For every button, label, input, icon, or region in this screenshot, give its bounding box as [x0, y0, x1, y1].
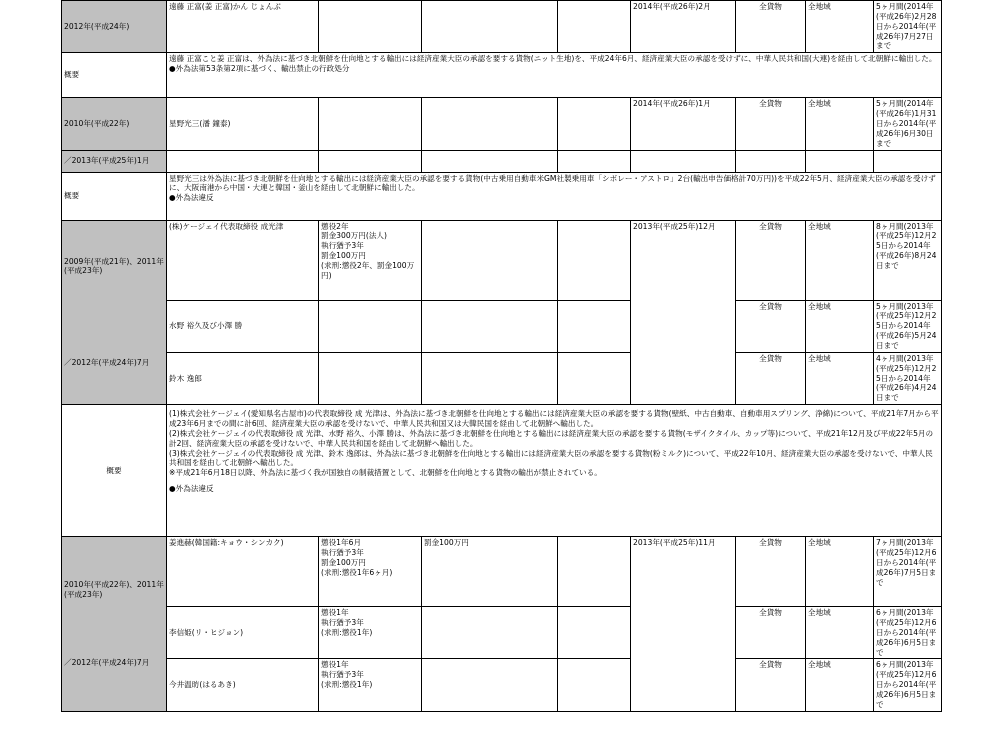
date-cell: 2014年(平成26年)2月: [631, 1, 736, 53]
scope-cell: 全貨物: [736, 537, 806, 607]
blank-cell: [558, 607, 631, 659]
blank-cell: [874, 150, 942, 172]
region-cell: 全地域: [806, 537, 874, 607]
person-cell: 李信姫(リ・ヒジョン): [167, 607, 319, 659]
summary-text: ※平成21年6月18日以降、外為法に基づく我が国独自の制裁措置として、北朝鮮を仕向地とする貨物の輸出が禁止されている。: [169, 468, 602, 478]
region-cell: 全地域: [806, 220, 874, 300]
penalty-cell: [319, 1, 422, 53]
blank-cell: [558, 659, 631, 711]
summary-text: (2)株式会社ケージェイの代表取締役 成 光津、水野 裕久、小澤 勝は、外為法に基づき北朝鮮を仕向地とする輸出には経済産業大臣の承認を要する貨物(モザイクタイル、カップ等)について、平成21年12月及び平成22年5月の計2回、経済産業大臣の承認を受けないで、中華人民共和国を経由して北朝鮮へ輸出した。: [169, 428, 934, 448]
scope-cell: 全貨物: [736, 300, 806, 352]
person-cell: 今井温昉(はるあき): [167, 659, 319, 711]
year-cell: 2012年(平成24年): [62, 1, 167, 53]
fine-cell: [422, 607, 558, 659]
document-table-container: [61, 0, 941, 712]
blank-cell: [319, 150, 422, 172]
table-row: [62, 150, 942, 172]
blank-cell: [558, 300, 631, 352]
table-row: [62, 53, 942, 98]
penalty-cell: 懲役1年6月 執行猶予3年 罰金100万円 (求刑:懲役1年6ヶ月): [319, 537, 422, 607]
scope-cell: 全貨物: [736, 98, 806, 150]
fine-cell: [422, 98, 558, 150]
summary-cell: [167, 172, 942, 220]
blank-cell: [558, 352, 631, 404]
table-row: [62, 300, 942, 352]
scope-cell: 全貨物: [736, 659, 806, 711]
period-cell: 6ヶ月間(2013年(平成25年)12月6日から2014年(平成26年)6月5日まで: [874, 607, 942, 659]
blank-cell: [558, 537, 631, 607]
region-cell: 全地域: [806, 352, 874, 404]
penalty-cell: [319, 352, 422, 404]
period-cell: 7ヶ月間(2013年(平成25年)12月6日から2014年(平成26年)7月5日まで: [874, 537, 942, 607]
law-text: ●外為法違反: [169, 193, 214, 203]
scope-cell: 全貨物: [736, 607, 806, 659]
date-cell: 2014年(平成26年)1月: [631, 98, 736, 150]
fine-cell: [422, 220, 558, 300]
year-cell: [62, 220, 167, 405]
person-cell: (株)ケージェイ代表取締役 成光津: [167, 220, 319, 300]
year-text: 2009年(平成21年)、2011年(平成23年): [64, 256, 164, 276]
penalty-cell: 懲役1年 執行猶予3年 (求刑:懲役1年): [319, 659, 422, 711]
period-cell: 8ヶ月間(2013年(平成25年)12月25日から2014年(平成26年)8月24日まで: [874, 220, 942, 300]
table-row: [62, 220, 942, 300]
period-cell: 5ヶ月間(2013年(平成25年)12月25日から2014年(平成26年)5月24日まで: [874, 300, 942, 352]
period-cell: 5ヶ月間(2014年(平成26年)1月31日から2014年(平成26年)6月30日まで: [874, 98, 942, 150]
summary-text: (3)株式会社ケージェイの代表取締役 成 光津、鈴木 逸郎は、外為法に基づき北朝鮮を仕向地とする輸出には経済産業大臣の承認を要する貨物(粉ミルク)について、平成22年10月、経済産業大臣の承認を受けないで、中華人民共和国を経由して北朝鮮へ輸出した。: [169, 448, 933, 468]
person-cell: 水野 裕久及び小澤 勝: [167, 300, 319, 352]
year-text: ／2012年(平成24年)7月: [64, 657, 150, 667]
person-cell: 遠藤 正富(姜 正富)かん じょんぶ: [167, 1, 319, 53]
summary-label: 概要: [62, 405, 167, 537]
fine-cell: [422, 659, 558, 711]
sanctions-table: [61, 0, 942, 712]
region-cell: 全地域: [806, 659, 874, 711]
table-row: [62, 659, 942, 711]
table-row: [62, 172, 942, 220]
penalty-cell: 懲役2年 罰金300万円(法人) 執行猶予3年 罰金100万円 (求刑:懲役2年、罰金100万円): [319, 220, 422, 300]
region-cell: 全地域: [806, 1, 874, 53]
fine-cell: 罰金100万円: [422, 537, 558, 607]
period-cell: 6ヶ月間(2013年(平成25年)12月6日から2014年(平成26年)6月5日まで: [874, 659, 942, 711]
summary-text: (1)株式会社ケージェイ(愛知県名古屋市)の代表取締役 成 光津は、外為法に基づき北朝鮮を仕向地とする輸出には経済産業大臣の承認を要する貨物(壁紙、中古自動車、自動車用スプリング、浄綿)について、平成21年7月から平成23年6月までの間に計6回、経済産業大臣の承認を受けないで、中華人民共和国又は大韓民国を経由して北朝鮮へ輸出した。: [169, 409, 939, 429]
blank-cell: [736, 150, 806, 172]
law-text: ●外為法第53条第2項に基づく、輸出禁止の行政処分: [169, 64, 350, 74]
fine-cell: [422, 1, 558, 53]
blank-cell: [806, 150, 874, 172]
person-cell: 姜進赫(韓国籍:キョウ・シンカク): [167, 537, 319, 607]
blank-cell: [558, 150, 631, 172]
scope-cell: 全貨物: [736, 1, 806, 53]
year-text: 2010年(平成22年)、2011年(平成23年): [64, 580, 164, 600]
table-row: [62, 405, 942, 537]
scope-cell: 全貨物: [736, 220, 806, 300]
scope-cell: 全貨物: [736, 352, 806, 404]
region-cell: 全地域: [806, 607, 874, 659]
summary-text: 星野光三は外為法に基づき北朝鮮を仕向地とする輸出には経済産業大臣の承認を要する貨物(中古乗用自動車米GM社製乗用車「シボレー・アストロ」2台(輸出申告価格計70万円))を平成22年5月、経済産業大臣の承認を受けずに、大阪南港から中国・大連と韓国・釜山を経由して北朝鮮に輸出した。: [169, 173, 936, 193]
table-row: [62, 98, 942, 150]
table-row: [62, 537, 942, 607]
blank-cell: [167, 150, 319, 172]
table-row: [62, 1, 942, 53]
year-cell: [62, 537, 167, 712]
blank-cell: [558, 98, 631, 150]
table-row: [62, 352, 942, 404]
penalty-cell: [319, 300, 422, 352]
blank-cell: [558, 1, 631, 53]
date-cell: 2013年(平成25年)11月: [631, 537, 736, 712]
period-cell: 4ヶ月間(2013年(平成25年)12月25日から2014年(平成26年)4月24日まで: [874, 352, 942, 404]
penalty-cell: [319, 98, 422, 150]
region-cell: 全地域: [806, 98, 874, 150]
blank-cell: [422, 150, 558, 172]
fine-cell: [422, 352, 558, 404]
year-text: ／2012年(平成24年)7月: [64, 358, 150, 368]
penalty-cell: 懲役1年 執行猶予3年 (求刑:懲役1年): [319, 607, 422, 659]
summary-label: 概要: [62, 172, 167, 220]
region-cell: 全地域: [806, 300, 874, 352]
blank-cell: [631, 150, 736, 172]
date-cell: 2013年(平成25年)12月: [631, 220, 736, 405]
person-cell: 鈴木 逸郎: [167, 352, 319, 404]
summary-label: 概要: [62, 53, 167, 98]
period-cell: 5ヶ月間(2014年(平成26年)2月28日から2014年(平成26年)7月27日まで: [874, 1, 942, 53]
year-cell: 2010年(平成22年): [62, 98, 167, 150]
summary-text: 遠藤 正富こと姜 正富は、外為法に基づき北朝鮮を仕向地とする輸出には経済産業大臣の承認を要する貨物(ニット生地)を、平成24年6月、経済産業大臣の承認を受けずに、中華人民共和国(大連)を経由して北朝鮮に輸出した。: [169, 54, 937, 64]
fine-cell: [422, 300, 558, 352]
table-row: [62, 607, 942, 659]
law-text: ●外為法違反: [169, 484, 214, 494]
year-cell: ／2013年(平成25年)1月: [62, 150, 167, 172]
person-cell: 星野光三(潘 鐘泰): [167, 98, 319, 150]
blank-cell: [558, 220, 631, 300]
summary-cell: [167, 405, 942, 537]
summary-cell: [167, 53, 942, 98]
